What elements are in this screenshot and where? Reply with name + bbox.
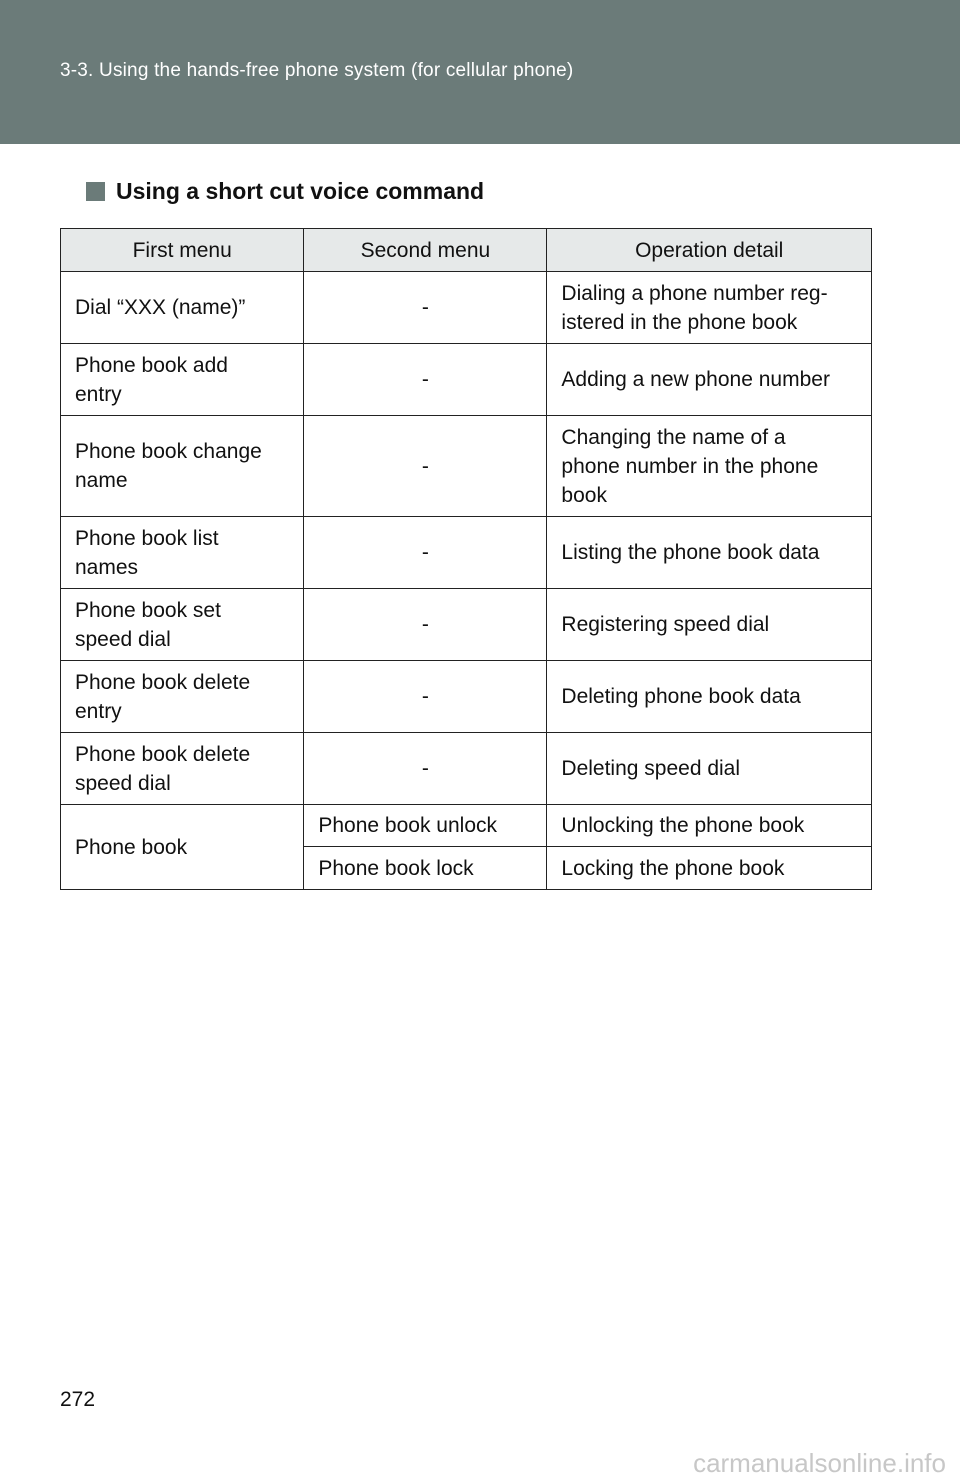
cell-first-menu: Phone book delete entry bbox=[61, 661, 304, 733]
column-header-first-menu: First menu bbox=[61, 229, 304, 272]
cell-first-menu: Phone book delete speed dial bbox=[61, 733, 304, 805]
cell-second-menu: - bbox=[304, 416, 547, 517]
cell-second-menu: - bbox=[304, 733, 547, 805]
table-row bbox=[61, 344, 872, 416]
cell-first-menu: Phone book change name bbox=[61, 416, 304, 517]
cell-first-menu: Phone book add entry bbox=[61, 344, 304, 416]
cell-operation-detail: Deleting phone book data bbox=[547, 661, 872, 733]
square-icon bbox=[86, 182, 105, 201]
table-row bbox=[61, 661, 872, 733]
cell-operation-detail: Changing the name of a phone number in the phone book bbox=[547, 416, 872, 517]
table-row bbox=[61, 517, 872, 589]
cell-second-menu: - bbox=[304, 517, 547, 589]
cell-operation-detail: Deleting speed dial bbox=[547, 733, 872, 805]
voice-command-table bbox=[60, 228, 872, 890]
cell-first-menu: Phone book set speed dial bbox=[61, 589, 304, 661]
cell-operation-detail: Unlocking the phone book bbox=[547, 805, 872, 847]
section-heading-text: Using a short cut voice command bbox=[116, 178, 485, 204]
page-number: 272 bbox=[60, 1388, 96, 1411]
cell-second-menu: - bbox=[304, 344, 547, 416]
cell-operation-detail: Listing the phone book data bbox=[547, 517, 872, 589]
cell-second-menu: - bbox=[304, 589, 547, 661]
cell-operation-detail: Locking the phone book bbox=[547, 847, 872, 890]
cell-operation-detail: Registering speed dial bbox=[547, 589, 872, 661]
cell-second-menu: Phone book unlock bbox=[304, 805, 547, 847]
cell-second-menu: - bbox=[304, 272, 547, 344]
cell-second-menu: - bbox=[304, 661, 547, 733]
cell-first-menu: Phone book list names bbox=[61, 517, 304, 589]
table-row bbox=[61, 589, 872, 661]
table-header-row bbox=[61, 229, 872, 272]
column-header-second-menu: Second menu bbox=[304, 229, 547, 272]
section-heading bbox=[86, 178, 484, 205]
table-row bbox=[61, 272, 872, 344]
cell-second-menu: Phone book lock bbox=[304, 847, 547, 890]
watermark: carmanualsonline.info bbox=[693, 1448, 946, 1478]
cell-first-menu-group: Phone book bbox=[61, 805, 304, 890]
column-header-operation-detail: Operation detail bbox=[547, 229, 872, 272]
cell-operation-detail: Adding a new phone number bbox=[547, 344, 872, 416]
chapter-title: 3-3. Using the hands-free phone system (for cellular phone) bbox=[60, 60, 574, 81]
table-row bbox=[61, 805, 872, 847]
page-header bbox=[0, 0, 960, 144]
table-row bbox=[61, 733, 872, 805]
cell-operation-detail: Dialing a phone number reg- istered in the phone book bbox=[547, 272, 872, 344]
table-row bbox=[61, 416, 872, 517]
cell-first-menu: Dial “XXX (name)” bbox=[61, 272, 304, 344]
